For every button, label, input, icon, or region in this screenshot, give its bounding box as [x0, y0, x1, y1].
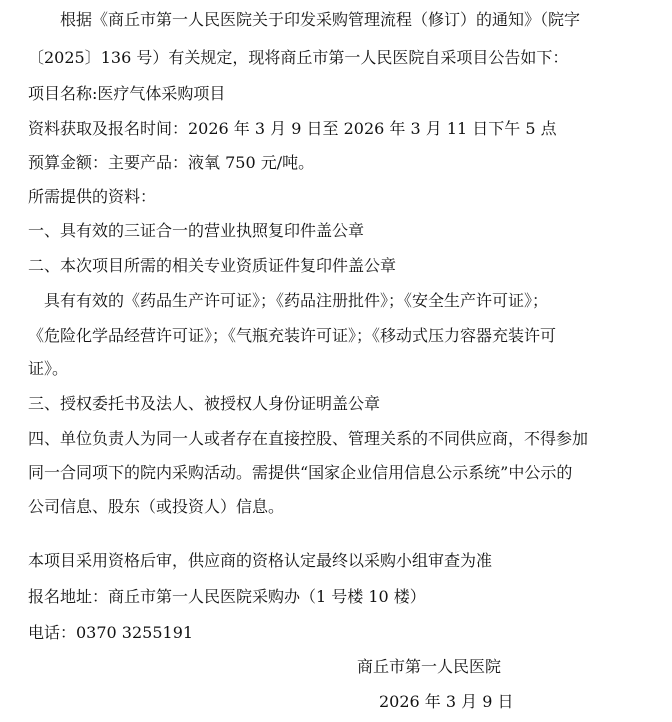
- material-item-1: 一、具有效的三证合一的营业执照复印件盖公章: [28, 221, 365, 240]
- signature-organization: 商丘市第一人民医院: [357, 657, 502, 676]
- material-item-4-line-1: 四、单位负责人为同一人或者存在直接控股、管理关系的不同供应商，不得参加: [28, 429, 589, 448]
- intro-line-2: 〔2025〕136 号）有关规定，现将商丘市第一人民医院自采项目公告如下：: [28, 48, 569, 67]
- material-item-2-detail-3: 证》。: [28, 359, 69, 378]
- signature-date: 2026 年 3 月 9 日: [379, 692, 514, 711]
- materials-heading: 所需提供的资料：: [28, 187, 157, 206]
- contact-phone: 电话：0370 3255191: [28, 623, 194, 642]
- material-item-4-line-2: 同一合同项下的院内采购活动。需提供“国家企业信用信息公示系统”中公示的: [28, 463, 573, 482]
- material-item-3: 三、授权委托书及法人、被授权人身份证明盖公章: [28, 394, 381, 413]
- material-item-2-detail-1: 具有有效的《药品生产许可证》；《药品注册批件》；《安全生产许可证》；: [44, 291, 549, 310]
- project-name: 项目名称:医疗气体采购项目: [28, 84, 226, 103]
- qualification-note: 本项目采用资格后审，供应商的资格认定最终以采购小组审查为准: [28, 551, 493, 570]
- registration-time: 资料获取及报名时间：2026 年 3 月 9 日至 2026 年 3 月 11 日下午 5 点: [28, 119, 557, 138]
- intro-line-1: 根据《商丘市第一人民医院关于印发采购管理流程（修订）的通知》（院字: [60, 10, 581, 29]
- material-item-2-detail-2: 《危险化学品经营许可证》；《气瓶充装许可证》；《移动式压力容器充装许可: [28, 326, 557, 345]
- material-item-2: 二、本次项目所需的相关专业资质证件复印件盖公章: [28, 256, 397, 275]
- material-item-4-line-3: 公司信息、股东（或投资人）信息。: [28, 497, 285, 516]
- registration-address: 报名地址：商丘市第一人民医院采购办（1 号楼 10 楼）: [28, 587, 426, 606]
- budget: 预算金额：主要产品：液氧 750 元/吨。: [28, 153, 315, 172]
